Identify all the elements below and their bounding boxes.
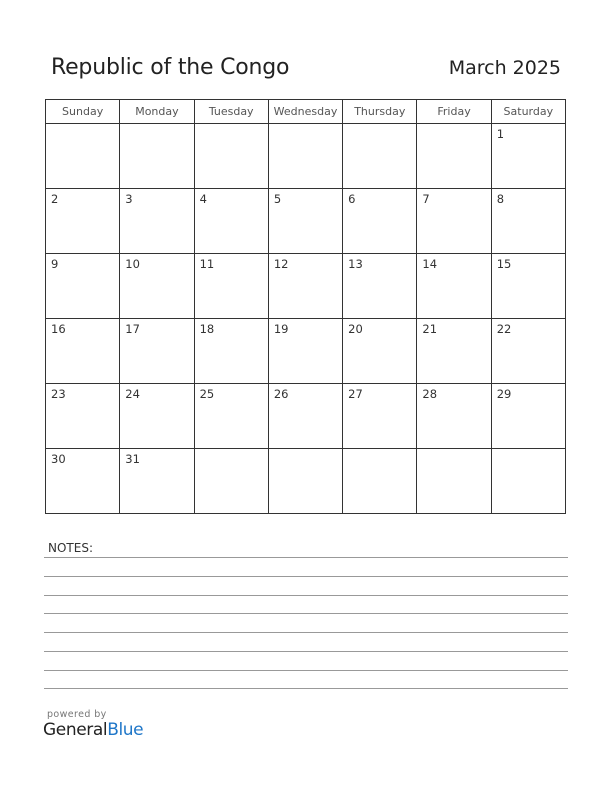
day-cell [343, 319, 417, 384]
day-cell [46, 124, 120, 189]
day-cell [491, 449, 565, 514]
week-row [46, 189, 566, 254]
day-number: 27 [348, 387, 363, 401]
day-cell [120, 449, 194, 514]
day-number: 5 [273, 192, 282, 206]
day-cell [417, 384, 491, 449]
day-number: 6 [348, 192, 356, 206]
week-row [46, 254, 566, 319]
day-number: 10 [125, 257, 140, 271]
day-cell [194, 254, 268, 319]
day-cell [343, 189, 417, 254]
day-number: 23 [51, 387, 66, 401]
day-number: 8 [496, 192, 505, 206]
day-cell [46, 254, 120, 319]
day-cell [120, 254, 194, 319]
day-number: 22 [496, 322, 512, 336]
day-cell [343, 449, 417, 514]
weekday-sunday: Sunday [46, 100, 120, 124]
weekday-header-row [46, 100, 566, 124]
day-number: 9 [51, 257, 59, 271]
day-cell [417, 124, 491, 189]
day-cell [268, 124, 342, 189]
note-line [44, 688, 568, 689]
day-cell [268, 254, 342, 319]
day-cell [491, 254, 565, 319]
day-number: 28 [422, 387, 438, 401]
day-cell [194, 384, 268, 449]
generalblue-logo[interactable] [43, 720, 143, 740]
day-number: 30 [51, 452, 66, 466]
day-number: 13 [348, 257, 363, 271]
weekday-tuesday: Tuesday [194, 100, 268, 124]
brand-blue: Blue [107, 720, 144, 740]
day-cell [120, 124, 194, 189]
day-number: 26 [273, 387, 289, 401]
week-row [46, 384, 566, 449]
day-number: 15 [496, 257, 512, 271]
week-row [46, 449, 566, 514]
month-year-label: March 2025 [448, 57, 561, 79]
weekday-saturday: Saturday [491, 100, 565, 124]
day-number: 4 [199, 192, 207, 206]
day-cell [417, 189, 491, 254]
day-number: 29 [496, 387, 512, 401]
week-row [46, 124, 566, 189]
day-number: 7 [422, 192, 430, 206]
day-cell [343, 384, 417, 449]
day-cell [194, 319, 268, 384]
day-number: 11 [199, 257, 215, 271]
day-number: 2 [51, 192, 59, 206]
day-cell [268, 384, 342, 449]
notes-label: NOTES: [48, 541, 93, 555]
day-number: 1 [496, 127, 505, 141]
day-cell [491, 189, 565, 254]
day-cell [343, 254, 417, 319]
weekday-monday: Monday [120, 100, 194, 124]
day-number: 14 [422, 257, 438, 271]
day-number: 24 [125, 387, 140, 401]
day-cell [268, 449, 342, 514]
page-title: Republic of the Congo [51, 55, 290, 80]
day-number: 16 [51, 322, 66, 336]
day-number: 19 [273, 322, 289, 336]
note-line [44, 670, 568, 671]
calendar-grid [45, 99, 566, 514]
weekday-thursday: Thursday [343, 100, 417, 124]
day-number: 31 [125, 452, 140, 466]
day-cell [46, 449, 120, 514]
day-cell [46, 189, 120, 254]
day-cell [46, 319, 120, 384]
day-cell [343, 124, 417, 189]
day-cell [268, 319, 342, 384]
note-line [44, 595, 568, 596]
day-cell [194, 124, 268, 189]
day-number: 12 [273, 257, 289, 271]
day-cell [268, 189, 342, 254]
day-cell [417, 449, 491, 514]
week-row [46, 319, 566, 384]
weekday-friday: Friday [417, 100, 491, 124]
note-line [44, 576, 568, 577]
note-line [44, 651, 568, 652]
day-number: 21 [422, 322, 438, 336]
powered-by-text: powered by [47, 709, 107, 720]
day-number: 3 [125, 192, 133, 206]
weekday-wednesday: Wednesday [268, 100, 342, 124]
day-cell [120, 384, 194, 449]
note-line [44, 613, 568, 614]
day-cell [120, 319, 194, 384]
note-line [44, 632, 568, 633]
day-number: 25 [199, 387, 215, 401]
day-cell [417, 319, 491, 384]
note-line [44, 557, 568, 558]
day-cell [46, 384, 120, 449]
day-number: 17 [125, 322, 140, 336]
day-cell [194, 449, 268, 514]
day-cell [491, 319, 565, 384]
brand-general: General [43, 720, 108, 740]
day-cell [491, 124, 565, 189]
day-number: 18 [199, 322, 215, 336]
day-cell [417, 254, 491, 319]
day-number: 20 [348, 322, 363, 336]
day-cell [120, 189, 194, 254]
day-cell [194, 189, 268, 254]
day-cell [491, 384, 565, 449]
